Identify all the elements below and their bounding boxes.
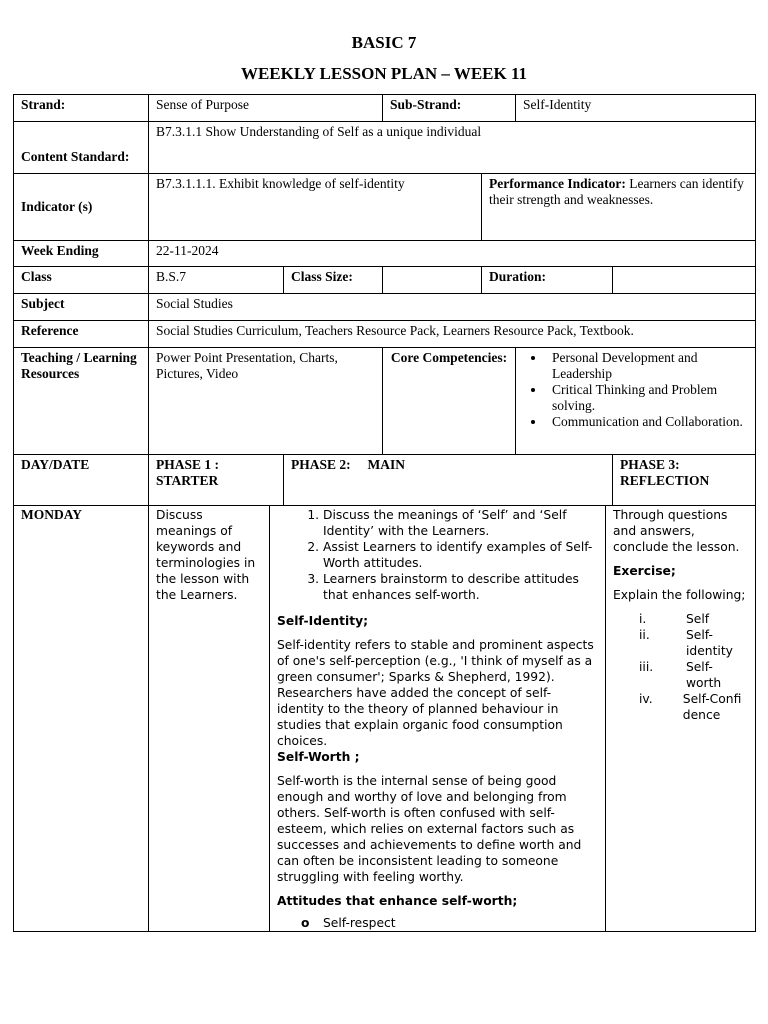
monday-day: MONDAY <box>14 506 149 932</box>
class-size-label: Class Size: <box>284 267 383 294</box>
exercise-item-text: Self-Confidence <box>682 692 742 722</box>
main-step: 2. Assist Learners to identify examples of Self-Worth attitudes. <box>323 539 598 571</box>
exercise-item-text: Self <box>686 612 710 626</box>
document-subtitle: WEEKLY LESSON PLAN – WEEK 11 <box>240 64 528 83</box>
subject-label: Subject <box>14 294 149 321</box>
subject-value: Social Studies <box>149 294 756 321</box>
exercise-item-number: iii. <box>639 660 654 674</box>
phase2-header: PHASE 2: MAIN <box>284 455 613 506</box>
duration-value <box>613 267 756 294</box>
exercise-item-number: ii. <box>639 628 650 642</box>
core-competencies-label: Core Competencies: <box>383 348 516 455</box>
monday-reflection <box>606 506 756 932</box>
reference-value: Social Studies Curriculum, Teachers Resource Pack, Learners Resource Pack, Textbook. <box>149 321 756 348</box>
reference-label: Reference <box>14 321 149 348</box>
performance-indicator <box>482 174 756 241</box>
exercise-item-number: iv. <box>639 692 653 706</box>
self-worth-text: Self-worth is the internal sense of being good enough and worthy of love and belonging from others. Self-worth is often confused with self-esteem, which relies on external factors such as successes and achievements to define worth and can often be inconsistent leading to someone struggling with feeling worthy. <box>277 774 582 884</box>
main-step: 1. Discuss the meanings of ‘Self’ and ‘Self Identity’ with the Learners. <box>323 507 598 539</box>
phase1-header: PHASE 1 : STARTER <box>149 455 284 506</box>
core-competency-item: • Personal Development and Leadership <box>546 350 748 382</box>
resources-label: Teaching / Learning Resources <box>14 348 149 455</box>
day-date-header: DAY/DATE <box>14 455 149 506</box>
main-step: 3. Learners brainstorm to describe attitudes that enhances self-worth. <box>323 571 598 603</box>
substrand-label: Sub-Strand: <box>383 95 516 122</box>
core-competencies-list <box>516 348 756 455</box>
exercise-item <box>635 627 748 659</box>
exercise-prompt: Explain the following; <box>613 588 746 602</box>
self-identity-text: Self-identity refers to stable and prominent aspects of one's self-perception (e.g., 'I think of myself as a green consumer'; Sparks & Shepherd, 1992). Researchers have added the concept of self-identity to the theory of planned behaviour in studies that explain organic food consumption choices. <box>277 638 594 748</box>
week-ending-label: Week Ending <box>14 241 149 267</box>
performance-indicator-label: Performance Indicator: <box>489 176 626 191</box>
exercise-item-text: Self-identity <box>686 628 733 658</box>
strand-label: Strand: <box>14 95 149 122</box>
week-ending-value: 22-11-2024 <box>149 241 756 267</box>
attitude-item: o Self-respect <box>323 915 598 931</box>
exercise-item-number: i. <box>639 612 647 626</box>
self-identity-heading: Self-Identity; <box>277 614 369 628</box>
exercise-heading: Exercise; <box>613 564 676 578</box>
monday-starter: Discuss meanings of keywords and terminologies in the lesson with the Learners. <box>149 506 270 932</box>
exercise-item <box>635 659 748 691</box>
attitudes-heading: Attitudes that enhance self-worth; <box>277 894 518 908</box>
phase3-header: PHASE 3: REFLECTION <box>613 455 756 506</box>
substrand-value: Self-Identity <box>516 95 756 122</box>
class-value: B.S.7 <box>149 267 284 294</box>
content-standard-value: B7.3.1.1 Show Understanding of Self as a unique individual <box>149 122 756 174</box>
exercise-item <box>635 611 748 627</box>
document-title: BASIC 7 <box>351 33 417 52</box>
strand-value: Sense of Purpose <box>149 95 383 122</box>
indicator-label: Indicator (s) <box>14 174 149 241</box>
self-worth-heading: Self-Worth ; <box>277 750 360 764</box>
reflection-intro: Through questions and answers, conclude the lesson. <box>613 508 740 554</box>
monday-row <box>13 505 756 932</box>
core-competency-item: • Critical Thinking and Problem solving. <box>546 382 748 414</box>
lesson-info-table <box>13 94 756 506</box>
performance-indicator-value: Learners can identify their strength and weaknesses. <box>489 176 744 207</box>
exercise-item-text: Self-worth <box>685 660 722 690</box>
class-size-value <box>383 267 482 294</box>
class-label: Class <box>14 267 149 294</box>
core-competency-item: • Communication and Collaboration. <box>546 414 748 430</box>
duration-label: Duration: <box>482 267 613 294</box>
monday-main <box>270 506 606 932</box>
resources-value: Power Point Presentation, Charts, Pictures, Video <box>149 348 383 455</box>
content-standard-label: Content Standard: <box>14 122 149 174</box>
exercise-item <box>635 691 748 723</box>
indicator-value: B7.3.1.1.1. Exhibit knowledge of self-identity <box>149 174 482 241</box>
